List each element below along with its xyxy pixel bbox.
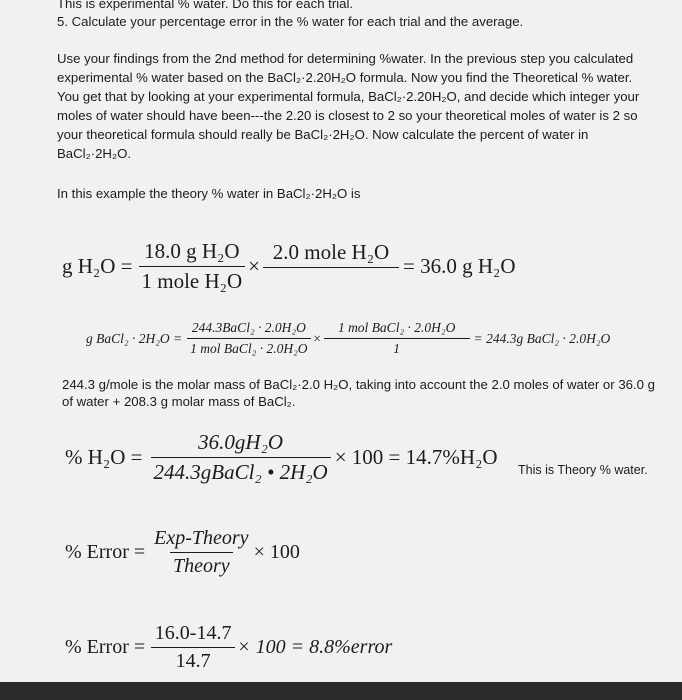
paragraph-line-5: your theoretical formula should really be BaCl₂·2H₂O. Now calculate the percent of water in [57,127,589,142]
intro-line-1: This is experimental % water. Do this for each trial. [57,0,354,11]
eq5-result: × 100 = 8.8%error [237,636,393,658]
eq1-frac1-numerator: 18.0 g H₂O [144,239,240,263]
paragraph-line-1: Use your findings from the 2nd method for determining %water. In the previous step you calculated [57,51,634,66]
intro-line-2: 5. Calculate your percentage error in the % water for each trial and the average. [57,14,524,29]
eq5-fraction [151,622,235,673]
molar-note-line-1: 244.3 g/mole is the molar mass of BaCl₂·2.0 H₂O, taking into account the 2.0 moles of water or 36.0 g [62,377,655,392]
eq3-theory-note: This is Theory % water. [518,463,648,477]
eq3-result: × 100 = 14.7%H₂O [334,445,498,469]
eq1-fraction-1 [139,239,246,294]
eq1-times: × [248,254,260,278]
equation-percent-error-value [65,622,392,673]
eq2-lhs: g BaCl₂ · 2H₂O = [86,330,183,346]
eq3-fraction [151,430,331,485]
eq1-frac1-denominator: 1 mole H₂O [139,266,246,294]
eq3-lhs: % H₂O = [65,445,143,469]
eq4-denominator: Theory [170,552,233,578]
eq2-frac1-denominator: 1 mol BaCl₂ · 2.0H₂O [187,338,310,357]
eq2-frac1-numerator: 244.3BaCl₂ · 2.0H₂O [191,320,306,335]
paragraph-line-2: experimental % water based on the BaCl₂·2.20H₂O formula. Now you find the Theoretical % water. [57,70,633,85]
eq2-frac2-denominator: 1 [324,338,470,357]
eq2-fraction-1 [187,320,310,357]
eq4-numerator: Exp-Theory [154,527,249,549]
eq1-result: = 36.0 g H₂O [403,254,516,278]
eq2-result: = 244.3g BaCl₂ · 2.0H₂O [473,330,611,346]
eq2-fraction-2 [324,320,470,357]
eq3-numerator: 36.0gH₂O [198,430,284,454]
eq5-lhs: % Error = [65,636,146,658]
eq2-frac2-numerator: 1 mol BaCl₂ · 2.0H₂O [337,320,456,335]
eq2-times: × [312,330,322,346]
eq1-fraction-2 [263,240,399,294]
equation-percent-error-formula [65,527,300,578]
eq4-lhs: % Error = [65,541,146,563]
eq4-result: × 100 [253,541,300,563]
paragraph-line-6: BaCl₂·2H₂O. [57,146,131,161]
equation-percent-water [65,430,498,485]
bottom-edge-bar [0,682,682,700]
example-line: In this example the theory % water in BaCl₂·2H₂O is [57,186,361,201]
eq1-frac2-numerator: 2.0 mole H₂O [272,239,390,264]
equation-grams-water [62,239,516,294]
paragraph-line-4: moles of water should have been---the 2.20 is closest to 2 so your theoretical moles of water is 2 so [57,108,638,123]
eq4-fraction [151,527,251,578]
eq3-denominator: 244.3gBaCl₂ • 2H₂O [151,457,331,485]
paragraph-line-3: You get that by looking at your experimental formula, BaCl₂·2.20H₂O, and decide which integer your [57,89,640,104]
eq5-numerator: 16.0-14.7 [154,622,232,644]
equation-grams-bacl2 [86,320,610,357]
eq5-denominator: 14.7 [151,647,235,673]
molar-note-line-2: of water + 208.3 g molar mass of BaCl₂. [62,394,296,409]
eq1-lhs: g H₂O = [62,254,133,278]
